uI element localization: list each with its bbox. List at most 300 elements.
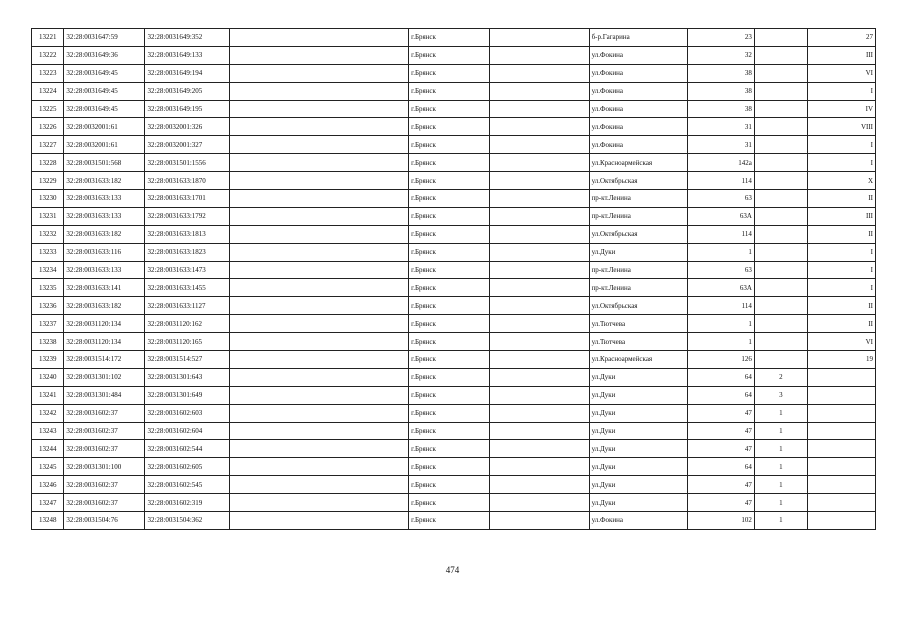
city: г.Брянск xyxy=(409,225,490,243)
blank-cell xyxy=(490,351,589,369)
apartment xyxy=(754,333,807,351)
blank-cell xyxy=(229,494,408,512)
street: ул.Дуки xyxy=(589,494,687,512)
table-row xyxy=(32,100,876,118)
room: VIII xyxy=(807,118,875,136)
blank-cell xyxy=(229,29,408,47)
city: г.Брянск xyxy=(409,154,490,172)
blank-cell xyxy=(490,118,589,136)
blank-cell xyxy=(229,136,408,154)
room: I xyxy=(807,136,875,154)
blank-cell xyxy=(229,315,408,333)
row-number: 13230 xyxy=(32,190,64,208)
city: г.Брянск xyxy=(409,261,490,279)
blank-cell xyxy=(229,190,408,208)
parent-cadastral-number: 32:28:0031514:172 xyxy=(64,351,145,369)
blank-cell xyxy=(229,368,408,386)
parent-cadastral-number: 32:28:0031633:141 xyxy=(64,279,145,297)
blank-cell xyxy=(490,333,589,351)
house-number: 1 xyxy=(687,243,754,261)
street: ул.Тютчева xyxy=(589,333,687,351)
house-number: 1 xyxy=(687,315,754,333)
city: г.Брянск xyxy=(409,64,490,82)
cadastral-number: 32:28:0031602:605 xyxy=(145,458,229,476)
city: г.Брянск xyxy=(409,29,490,47)
row-number: 13236 xyxy=(32,297,64,315)
blank-cell xyxy=(229,46,408,64)
table-row xyxy=(32,154,876,172)
blank-cell xyxy=(229,512,408,530)
table-row xyxy=(32,404,876,422)
row-number: 13232 xyxy=(32,225,64,243)
registry-table xyxy=(31,28,876,530)
house-number: 142а xyxy=(687,154,754,172)
house-number: 63А xyxy=(687,279,754,297)
street: б-р.Гагарина xyxy=(589,29,687,47)
table-row xyxy=(32,476,876,494)
cadastral-number: 32:28:0031120:165 xyxy=(145,333,229,351)
row-number: 13240 xyxy=(32,368,64,386)
blank-cell xyxy=(229,458,408,476)
parent-cadastral-number: 32:28:0031633:133 xyxy=(64,190,145,208)
house-number: 114 xyxy=(687,225,754,243)
table-row xyxy=(32,315,876,333)
blank-cell xyxy=(490,315,589,333)
table-row xyxy=(32,225,876,243)
street: ул.Дуки xyxy=(589,422,687,440)
house-number: 64 xyxy=(687,386,754,404)
house-number: 64 xyxy=(687,368,754,386)
street: ул.Октябрьская xyxy=(589,297,687,315)
street: ул.Дуки xyxy=(589,243,687,261)
blank-cell xyxy=(490,404,589,422)
apartment xyxy=(754,64,807,82)
blank-cell xyxy=(490,136,589,154)
cadastral-number: 32:28:0031602:319 xyxy=(145,494,229,512)
street: пр-кт.Ленина xyxy=(589,261,687,279)
parent-cadastral-number: 32:28:0031633:182 xyxy=(64,225,145,243)
apartment xyxy=(754,136,807,154)
apartment xyxy=(754,190,807,208)
house-number: 23 xyxy=(687,29,754,47)
room xyxy=(807,422,875,440)
parent-cadastral-number: 32:28:0031501:568 xyxy=(64,154,145,172)
cadastral-number: 32:28:0031633:1455 xyxy=(145,279,229,297)
parent-cadastral-number: 32:28:0031633:133 xyxy=(64,207,145,225)
blank-cell xyxy=(229,404,408,422)
house-number: 102 xyxy=(687,512,754,530)
blank-cell xyxy=(490,386,589,404)
row-number: 13231 xyxy=(32,207,64,225)
table-row xyxy=(32,207,876,225)
city: г.Брянск xyxy=(409,46,490,64)
parent-cadastral-number: 32:28:0031602:37 xyxy=(64,404,145,422)
city: г.Брянск xyxy=(409,118,490,136)
room: I xyxy=(807,243,875,261)
house-number: 47 xyxy=(687,476,754,494)
city: г.Брянск xyxy=(409,207,490,225)
parent-cadastral-number: 32:28:0031602:37 xyxy=(64,494,145,512)
street: пр-кт.Ленина xyxy=(589,279,687,297)
table-row xyxy=(32,279,876,297)
row-number: 13222 xyxy=(32,46,64,64)
cadastral-number: 32:28:0031649:195 xyxy=(145,100,229,118)
blank-cell xyxy=(490,190,589,208)
cadastral-number: 32:28:0031649:352 xyxy=(145,29,229,47)
apartment: 2 xyxy=(754,368,807,386)
blank-cell xyxy=(229,118,408,136)
row-number: 13248 xyxy=(32,512,64,530)
blank-cell xyxy=(490,172,589,190)
table-row xyxy=(32,458,876,476)
house-number: 126 xyxy=(687,351,754,369)
blank-cell xyxy=(229,261,408,279)
street: пр-кт.Ленина xyxy=(589,190,687,208)
street: ул.Красноармейская xyxy=(589,351,687,369)
row-number: 13243 xyxy=(32,422,64,440)
cadastral-number: 32:28:0032001:327 xyxy=(145,136,229,154)
city: г.Брянск xyxy=(409,100,490,118)
table-row xyxy=(32,422,876,440)
apartment xyxy=(754,172,807,190)
row-number: 13237 xyxy=(32,315,64,333)
room xyxy=(807,404,875,422)
street: ул.Фокина xyxy=(589,136,687,154)
apartment: 1 xyxy=(754,440,807,458)
cadastral-number: 32:28:0031649:205 xyxy=(145,82,229,100)
apartment xyxy=(754,225,807,243)
table-row xyxy=(32,297,876,315)
table-row xyxy=(32,136,876,154)
house-number: 63 xyxy=(687,261,754,279)
apartment: 1 xyxy=(754,494,807,512)
apartment xyxy=(754,315,807,333)
street: ул.Октябрьская xyxy=(589,172,687,190)
parent-cadastral-number: 32:28:0031649:36 xyxy=(64,46,145,64)
house-number: 47 xyxy=(687,422,754,440)
city: г.Брянск xyxy=(409,82,490,100)
city: г.Брянск xyxy=(409,458,490,476)
apartment xyxy=(754,261,807,279)
room: I xyxy=(807,261,875,279)
blank-cell xyxy=(229,100,408,118)
parent-cadastral-number: 32:28:0031649:45 xyxy=(64,100,145,118)
parent-cadastral-number: 32:28:0031633:182 xyxy=(64,297,145,315)
apartment xyxy=(754,297,807,315)
blank-cell xyxy=(490,100,589,118)
house-number: 47 xyxy=(687,494,754,512)
blank-cell xyxy=(490,494,589,512)
parent-cadastral-number: 32:28:0031633:116 xyxy=(64,243,145,261)
house-number: 1 xyxy=(687,333,754,351)
table-row xyxy=(32,386,876,404)
street: пр-кт.Ленина xyxy=(589,207,687,225)
apartment xyxy=(754,29,807,47)
row-number: 13221 xyxy=(32,29,64,47)
parent-cadastral-number: 32:28:0031602:37 xyxy=(64,476,145,494)
blank-cell xyxy=(490,82,589,100)
row-number: 13228 xyxy=(32,154,64,172)
row-number: 13223 xyxy=(32,64,64,82)
blank-cell xyxy=(229,351,408,369)
blank-cell xyxy=(229,243,408,261)
apartment: 1 xyxy=(754,476,807,494)
street: ул.Фокина xyxy=(589,82,687,100)
row-number: 13245 xyxy=(32,458,64,476)
city: г.Брянск xyxy=(409,190,490,208)
blank-cell xyxy=(490,154,589,172)
blank-cell xyxy=(229,225,408,243)
row-number: 13235 xyxy=(32,279,64,297)
blank-cell xyxy=(229,333,408,351)
house-number: 31 xyxy=(687,136,754,154)
cadastral-number: 32:28:0031633:1473 xyxy=(145,261,229,279)
cadastral-number: 32:28:0031301:643 xyxy=(145,368,229,386)
apartment: 1 xyxy=(754,512,807,530)
apartment: 1 xyxy=(754,422,807,440)
cadastral-number: 32:28:0031602:544 xyxy=(145,440,229,458)
blank-cell xyxy=(229,297,408,315)
room: II xyxy=(807,190,875,208)
cadastral-number: 32:28:0031301:649 xyxy=(145,386,229,404)
parent-cadastral-number: 32:28:0031633:133 xyxy=(64,261,145,279)
cadastral-number: 32:28:0031602:545 xyxy=(145,476,229,494)
registry-rows xyxy=(32,29,876,530)
blank-cell xyxy=(490,46,589,64)
city: г.Брянск xyxy=(409,494,490,512)
room: III xyxy=(807,207,875,225)
city: г.Брянск xyxy=(409,136,490,154)
row-number: 13224 xyxy=(32,82,64,100)
page-number: 474 xyxy=(445,565,460,575)
apartment xyxy=(754,100,807,118)
room: 19 xyxy=(807,351,875,369)
room: VI xyxy=(807,64,875,82)
city: г.Брянск xyxy=(409,297,490,315)
room: 27 xyxy=(807,29,875,47)
cadastral-number: 32:28:0031633:1823 xyxy=(145,243,229,261)
cadastral-number: 32:28:0031501:1556 xyxy=(145,154,229,172)
table-row xyxy=(32,64,876,82)
street: ул.Дуки xyxy=(589,476,687,494)
row-number: 13226 xyxy=(32,118,64,136)
parent-cadastral-number: 32:28:0031602:37 xyxy=(64,422,145,440)
street: ул.Фокина xyxy=(589,100,687,118)
blank-cell xyxy=(229,207,408,225)
room: I xyxy=(807,82,875,100)
room xyxy=(807,458,875,476)
parent-cadastral-number: 32:28:0031649:45 xyxy=(64,82,145,100)
cadastral-number: 32:28:0032001:326 xyxy=(145,118,229,136)
street: ул.Дуки xyxy=(589,404,687,422)
street: ул.Красноармейская xyxy=(589,154,687,172)
room: IV xyxy=(807,100,875,118)
city: г.Брянск xyxy=(409,333,490,351)
street: ул.Дуки xyxy=(589,386,687,404)
house-number: 114 xyxy=(687,172,754,190)
city: г.Брянск xyxy=(409,243,490,261)
cadastral-number: 32:28:0031649:194 xyxy=(145,64,229,82)
apartment: 1 xyxy=(754,404,807,422)
street: ул.Фокина xyxy=(589,46,687,64)
city: г.Брянск xyxy=(409,512,490,530)
street: ул.Дуки xyxy=(589,368,687,386)
room: II xyxy=(807,225,875,243)
house-number: 63А xyxy=(687,207,754,225)
city: г.Брянск xyxy=(409,351,490,369)
room: I xyxy=(807,154,875,172)
house-number: 38 xyxy=(687,100,754,118)
table-row xyxy=(32,243,876,261)
table-row xyxy=(32,351,876,369)
apartment xyxy=(754,46,807,64)
row-number: 13239 xyxy=(32,351,64,369)
room: III xyxy=(807,46,875,64)
table-row xyxy=(32,494,876,512)
table-row xyxy=(32,172,876,190)
cadastral-number: 32:28:0031633:1127 xyxy=(145,297,229,315)
blank-cell xyxy=(490,29,589,47)
blank-cell xyxy=(229,422,408,440)
blank-cell xyxy=(229,82,408,100)
cadastral-number: 32:28:0031602:603 xyxy=(145,404,229,422)
apartment xyxy=(754,82,807,100)
room: II xyxy=(807,297,875,315)
blank-cell xyxy=(229,440,408,458)
table-row xyxy=(32,512,876,530)
blank-cell xyxy=(229,154,408,172)
table-row xyxy=(32,29,876,47)
table-row xyxy=(32,333,876,351)
blank-cell xyxy=(490,297,589,315)
parent-cadastral-number: 32:28:0031633:182 xyxy=(64,172,145,190)
room xyxy=(807,512,875,530)
apartment xyxy=(754,118,807,136)
table-row xyxy=(32,368,876,386)
cadastral-number: 32:28:0031633:1792 xyxy=(145,207,229,225)
table-row xyxy=(32,46,876,64)
cadastral-number: 32:28:0031649:133 xyxy=(145,46,229,64)
cadastral-number: 32:28:0031633:1701 xyxy=(145,190,229,208)
parent-cadastral-number: 32:28:0031120:134 xyxy=(64,333,145,351)
street: ул.Фокина xyxy=(589,118,687,136)
apartment xyxy=(754,351,807,369)
city: г.Брянск xyxy=(409,315,490,333)
city: г.Брянск xyxy=(409,386,490,404)
house-number: 38 xyxy=(687,64,754,82)
cadastral-number: 32:28:0031514:527 xyxy=(145,351,229,369)
row-number: 13247 xyxy=(32,494,64,512)
room: X xyxy=(807,172,875,190)
row-number: 13225 xyxy=(32,100,64,118)
blank-cell xyxy=(490,458,589,476)
apartment xyxy=(754,207,807,225)
apartment: 3 xyxy=(754,386,807,404)
parent-cadastral-number: 32:28:0031504:76 xyxy=(64,512,145,530)
apartment xyxy=(754,154,807,172)
city: г.Брянск xyxy=(409,476,490,494)
city: г.Брянск xyxy=(409,440,490,458)
blank-cell xyxy=(229,64,408,82)
city: г.Брянск xyxy=(409,404,490,422)
house-number: 47 xyxy=(687,440,754,458)
house-number: 64 xyxy=(687,458,754,476)
house-number: 31 xyxy=(687,118,754,136)
parent-cadastral-number: 32:28:0031649:45 xyxy=(64,64,145,82)
house-number: 114 xyxy=(687,297,754,315)
row-number: 13234 xyxy=(32,261,64,279)
row-number: 13233 xyxy=(32,243,64,261)
street: ул.Дуки xyxy=(589,440,687,458)
parent-cadastral-number: 32:28:0032001:61 xyxy=(64,118,145,136)
street: ул.Фокина xyxy=(589,512,687,530)
parent-cadastral-number: 32:28:0031301:484 xyxy=(64,386,145,404)
row-number: 13242 xyxy=(32,404,64,422)
table-row xyxy=(32,82,876,100)
parent-cadastral-number: 32:28:0031602:37 xyxy=(64,440,145,458)
city: г.Брянск xyxy=(409,172,490,190)
street: ул.Октябрьская xyxy=(589,225,687,243)
city: г.Брянск xyxy=(409,279,490,297)
row-number: 13227 xyxy=(32,136,64,154)
row-number: 13238 xyxy=(32,333,64,351)
table-row xyxy=(32,118,876,136)
apartment xyxy=(754,279,807,297)
cadastral-number: 32:28:0031602:604 xyxy=(145,422,229,440)
room xyxy=(807,386,875,404)
street: ул.Тютчева xyxy=(589,315,687,333)
table-row xyxy=(32,440,876,458)
cadastral-number: 32:28:0031504:362 xyxy=(145,512,229,530)
room xyxy=(807,368,875,386)
house-number: 32 xyxy=(687,46,754,64)
row-number: 13244 xyxy=(32,440,64,458)
blank-cell xyxy=(490,512,589,530)
cadastral-number: 32:28:0031120:162 xyxy=(145,315,229,333)
blank-cell xyxy=(490,279,589,297)
house-number: 47 xyxy=(687,404,754,422)
parent-cadastral-number: 32:28:0031301:102 xyxy=(64,368,145,386)
city: г.Брянск xyxy=(409,422,490,440)
room: VI xyxy=(807,333,875,351)
parent-cadastral-number: 32:28:0031120:134 xyxy=(64,315,145,333)
blank-cell xyxy=(229,172,408,190)
room xyxy=(807,440,875,458)
blank-cell xyxy=(490,64,589,82)
blank-cell xyxy=(490,261,589,279)
room: II xyxy=(807,315,875,333)
room xyxy=(807,476,875,494)
blank-cell xyxy=(490,207,589,225)
cadastral-number: 32:28:0031633:1813 xyxy=(145,225,229,243)
street: ул.Дуки xyxy=(589,458,687,476)
blank-cell xyxy=(490,476,589,494)
parent-cadastral-number: 32:28:0031647:59 xyxy=(64,29,145,47)
table-row xyxy=(32,190,876,208)
row-number: 13246 xyxy=(32,476,64,494)
city: г.Брянск xyxy=(409,368,490,386)
parent-cadastral-number: 32:28:0032001:61 xyxy=(64,136,145,154)
blank-cell xyxy=(490,225,589,243)
house-number: 63 xyxy=(687,190,754,208)
room xyxy=(807,494,875,512)
table-row xyxy=(32,261,876,279)
street: ул.Фокина xyxy=(589,64,687,82)
blank-cell xyxy=(490,422,589,440)
blank-cell xyxy=(229,279,408,297)
blank-cell xyxy=(490,368,589,386)
blank-cell xyxy=(229,386,408,404)
